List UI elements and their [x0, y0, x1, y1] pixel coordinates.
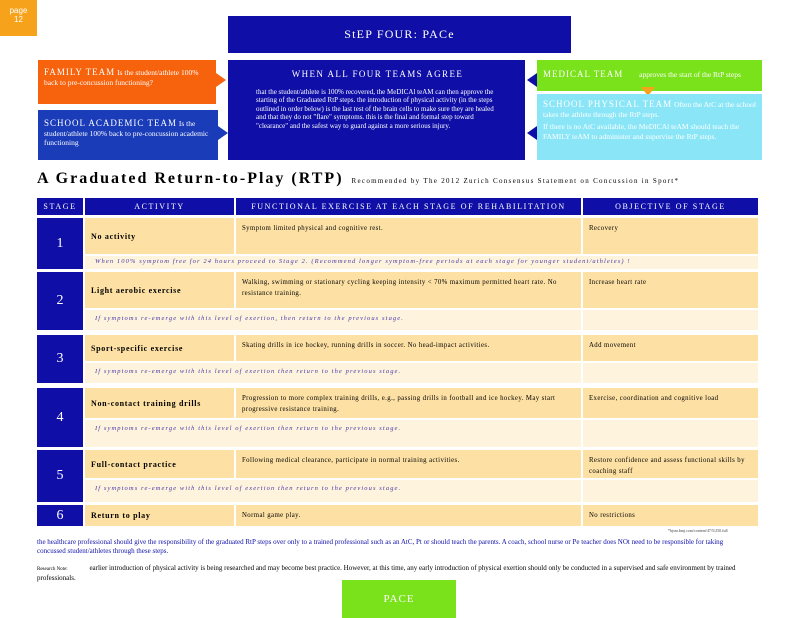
school-physical-text1: Often the AtC at the school takes the athlete through the RtP steps.	[543, 100, 756, 119]
stage-note: If symptoms re-emerge with this level of exertion then return to the previous stage.	[85, 480, 581, 502]
stage-note: When 100% symptom free for 24 hours proceed to Stage 2. (Recommend longer symptom-free periods at each stage for younger student/athletes) !	[85, 256, 758, 269]
activity-cell: Light aerobic exercise	[85, 272, 234, 308]
school-academic-heading: SCHOOL ACADEMIC TEAM	[44, 118, 178, 128]
exercise-cell: Following medical clearance, participate in normal training activities.	[236, 450, 581, 478]
arrow-right-icon	[218, 126, 228, 140]
stage-note: If symptoms re-emerge with this level of exertion, then return to the previous stage.	[85, 310, 581, 330]
activity-cell: Non-contact training drills	[85, 388, 234, 418]
arrow-left-icon	[527, 73, 537, 87]
note-filler	[583, 363, 758, 383]
pace-button[interactable]: PACE	[342, 580, 456, 618]
objective-cell: Add movement	[583, 335, 758, 361]
activity-cell: Full-contact practice	[85, 450, 234, 478]
page-tab	[0, 0, 37, 36]
note-filler	[583, 310, 758, 330]
research-note-text: earlier introduction of physical activity is being researched and may become best practice. However, at this time, any early introduction of physical exertion should only be conducted in a supervised and safe environment by trained professionals.	[37, 564, 736, 582]
objective-cell: Restore confidence and assess functional skills by coaching staff	[583, 450, 758, 478]
exercise-cell: Skating drills in ice hockey, running drills in soccer. No head-impact activities.	[236, 335, 581, 361]
stage-number: 6	[37, 505, 83, 526]
stage-number: 1	[37, 218, 83, 269]
page-tab-number: 12	[14, 15, 23, 24]
school-academic-team-box	[38, 110, 218, 160]
main-title-subtitle: Recommended by The 2012 Zurich Consensus Statement on Concussion in Sport*	[351, 177, 680, 185]
footer-note: the healthcare professional should give the responsibility of the graduated RtP steps over only to a trained professional such as an AtC, Pt or should teach the parents. A coach, school nurse or Pe teacher does NOt need to be responsible for taking concussed student/athletes through these steps.	[37, 538, 724, 555]
header-stage: STAGE	[37, 198, 83, 215]
school-physical-team-box	[537, 94, 762, 160]
school-academic-text: Is the student/athlete 100% back to pre-concussion academic functioning	[44, 119, 209, 147]
teams-agree-heading: WHEN ALL FOUR TEAMS AGREE	[291, 69, 464, 79]
activity-cell: Sport-specific exercise	[85, 335, 234, 361]
note-filler	[583, 480, 758, 502]
teams-agree-body: that the student/athlete is 100% recovered, the MeDICAl teAM can then approve the starting of the Graduated RtP steps. the introduction of physical activity (in the steps outlined in order below) is the last test of the brain cells to make sure they are healed and that they do not "flare" symptoms. this is the final and formal step toward "clearance" and the safest way to guard against a more serious injury.	[256, 87, 494, 130]
header-functional-exercise: FUNCTIONAL EXERCISE AT EACH STAGE OF REHABILITATION	[236, 198, 581, 215]
stage-note: If symptoms re-emerge with this level of exertion then return to the previous stage.	[85, 363, 581, 383]
family-team-heading: FAMILY TEAM	[44, 67, 116, 77]
stage-number: 5	[37, 450, 83, 502]
exercise-cell: Progression to more complex training drills, e.g., passing drills in football and ice hockey. May start progressive resistance training.	[236, 388, 581, 418]
header-objective: OBJECTIVE OF STAGE	[583, 198, 758, 215]
page-tab-label: page	[9, 6, 28, 15]
main-title-text: A Graduated Return-to-Play (RTP)	[37, 170, 344, 187]
note-filler	[583, 420, 758, 447]
stage-number: 3	[37, 335, 83, 383]
main-title	[37, 170, 767, 188]
medical-team-heading: MEDICAL TEAM	[543, 69, 624, 79]
exercise-cell: Walking, swimming or stationary cycling keeping intensity < 70% maximum permitted heart rate. No resistance training.	[236, 272, 581, 308]
research-note-label: Research Note:	[37, 567, 68, 572]
stage-note: If symptoms re-emerge with this level of exertion then return to the previous stage.	[85, 420, 581, 447]
school-physical-heading: SCHOOL PHYSICAL TEAM	[543, 99, 673, 109]
activity-cell: Return to play	[85, 505, 234, 526]
arrow-left-icon	[527, 126, 537, 140]
activity-cell: No activity	[85, 218, 234, 254]
objective-cell: Recovery	[583, 218, 758, 254]
school-physical-text2: If there is no AtC available, the MeDICAl teAM should teach the FAMILY teAM to administer and supervise the RtP steps.	[543, 122, 740, 141]
medical-team-text: approves the start of the RtP steps	[639, 70, 741, 79]
step-title: StEP FOUR: PACe	[228, 16, 571, 53]
family-team-text: Is the student/athlete 100% back to pre-concussion functioning?	[44, 68, 199, 87]
header-activity: ACTIVITY	[85, 198, 234, 215]
objective-cell: Exercise, coordination and cognitive load	[583, 388, 758, 418]
exercise-cell: Normal game play.	[236, 505, 581, 526]
stage-number: 4	[37, 388, 83, 447]
objective-cell: Increase heart rate	[583, 272, 758, 308]
exercise-cell: Symptom limited physical and cognitive rest.	[236, 218, 581, 254]
teams-agree-box	[228, 60, 525, 160]
family-team-box	[38, 60, 216, 104]
stage-number: 2	[37, 272, 83, 330]
reference-citation: *bjsm.bmj.com/content/47/5/250.full	[668, 528, 728, 533]
objective-cell: No restrictions	[583, 505, 758, 526]
arrow-right-icon	[216, 73, 226, 87]
